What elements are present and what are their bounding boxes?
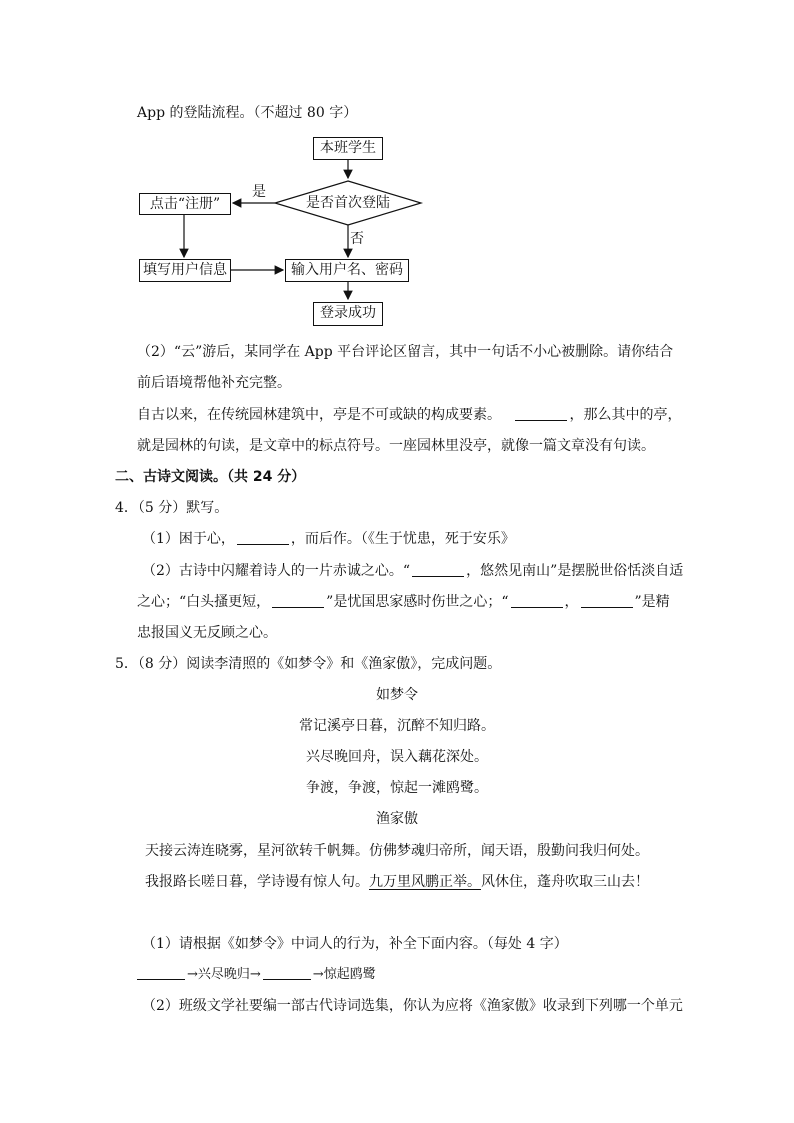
poem2-title: 渔家傲 — [376, 811, 418, 827]
answer-blank[interactable] — [511, 593, 563, 608]
q4-s1-a: （1）困于心， — [142, 531, 235, 547]
flow-no-label: 否 — [350, 231, 364, 247]
flow-yes-label: 是 — [252, 184, 266, 200]
flow-input-box: 输入用户名、密码 — [285, 259, 409, 282]
answer-blank[interactable] — [412, 562, 464, 577]
q5-chain-b: →惊起鸥鹭 — [312, 967, 376, 982]
section2-title: 二、古诗文阅读。（共 24 分） — [115, 469, 306, 485]
flow-start-box: 本班学生 — [313, 137, 383, 160]
answer-blank[interactable] — [137, 965, 185, 980]
answer-blank[interactable] — [263, 965, 311, 980]
q5-sub1: （1）请根据《如梦令》中词人的行为，补全下面内容。（每处 4 字） — [142, 936, 568, 952]
q4-s2-a: （2）古诗中闪耀着诗人的一片赤诚之心。“ — [142, 563, 411, 579]
q4-s3-a: 之心；“白头搔更短， — [137, 594, 271, 610]
poem2-line1: 天接云涛连晓雾，星河欲转千帆舞。仿佛梦魂归帝所，闻天语，殷勤问我归何处。 — [145, 843, 649, 859]
poem1-line: 争渡，争渡，惊起一滩鸥鹭。 — [306, 780, 488, 796]
poem2-underlined-phrase: 九万里风鹏正举。 — [369, 874, 481, 890]
q3-2-prompt-line1: （2）“云”游后，某同学在 App 平台评论区留言，其中一句话不小心被删除。请你结合 — [137, 344, 674, 360]
flow-decision-label: 是否首次登陆 — [306, 195, 390, 211]
q3-2-text-line2: 就是园林的句读，是文章中的标点符号。一座园林里没亭，就像一篇文章没有句读。 — [137, 438, 655, 454]
poem1-line: 常记溪亭日暮，沉醉不知归路。 — [299, 718, 495, 734]
q4-s3-c: ， — [564, 594, 579, 610]
q5-chain-a: →兴尽晚归→ — [187, 967, 261, 982]
q4-s2-b: ，悠然见南山”是摆脱世俗恬淡自适 — [466, 563, 684, 579]
q5-chain — [137, 965, 376, 985]
q4-s2 — [142, 561, 683, 581]
poem2-line2-b: 风休住，蓬舟吹取三山去！ — [481, 874, 649, 890]
poem2-line2-a: 我报路长嗟日暮，学诗谩有惊人句。 — [145, 874, 369, 890]
q4-s4: 忠报国义无反顾之心。 — [137, 625, 277, 641]
flow-success-box: 登录成功 — [313, 302, 383, 326]
q4-title: 4．（5 分）默写。 — [115, 500, 229, 516]
answer-blank[interactable] — [237, 530, 289, 545]
q4-s1-b: ，而后作。（《生于忧患，死于安乐》 — [290, 531, 515, 547]
poem2-line2 — [0, 872, 794, 892]
q5-title: 5．（8 分）阅读李清照的《如梦令》和《渔家傲》，完成问题。 — [115, 656, 502, 672]
q3-2-prompt-line2: 前后语境帮他补充完整。 — [137, 375, 291, 391]
q4-s3 — [137, 592, 670, 612]
q3-2-text-b: ，那么其中的亭， — [569, 407, 682, 423]
q4-s3-b: ”是忧国思家感时伤世之心；“ — [326, 594, 509, 610]
intro-line: App 的登陆流程。（不超过 80 字） — [137, 105, 358, 121]
q4-s3-d: ”是精 — [634, 594, 670, 610]
q3-2-text-line1 — [137, 405, 681, 425]
q5-sub2: （2）班级文学社要编一部古代诗词选集，你认为应将《渔家傲》收录到下列哪一个单元 — [142, 998, 683, 1014]
flow-register-box: 点击“注册” — [139, 193, 231, 215]
q3-2-text-a: 自古以来，在传统园林建筑中，亭是不可或缺的构成要素。 — [137, 407, 501, 423]
flowchart-connectors — [0, 0, 794, 340]
q4-s1 — [142, 529, 515, 549]
answer-blank[interactable] — [272, 593, 324, 608]
answer-blank[interactable] — [515, 406, 567, 421]
answer-blank[interactable] — [581, 593, 633, 608]
flow-fill-info-box: 填写用户信息 — [139, 259, 231, 282]
poem1-title: 如梦令 — [376, 687, 418, 703]
poem1-line: 兴尽晚回舟，误入藕花深处。 — [306, 749, 488, 765]
